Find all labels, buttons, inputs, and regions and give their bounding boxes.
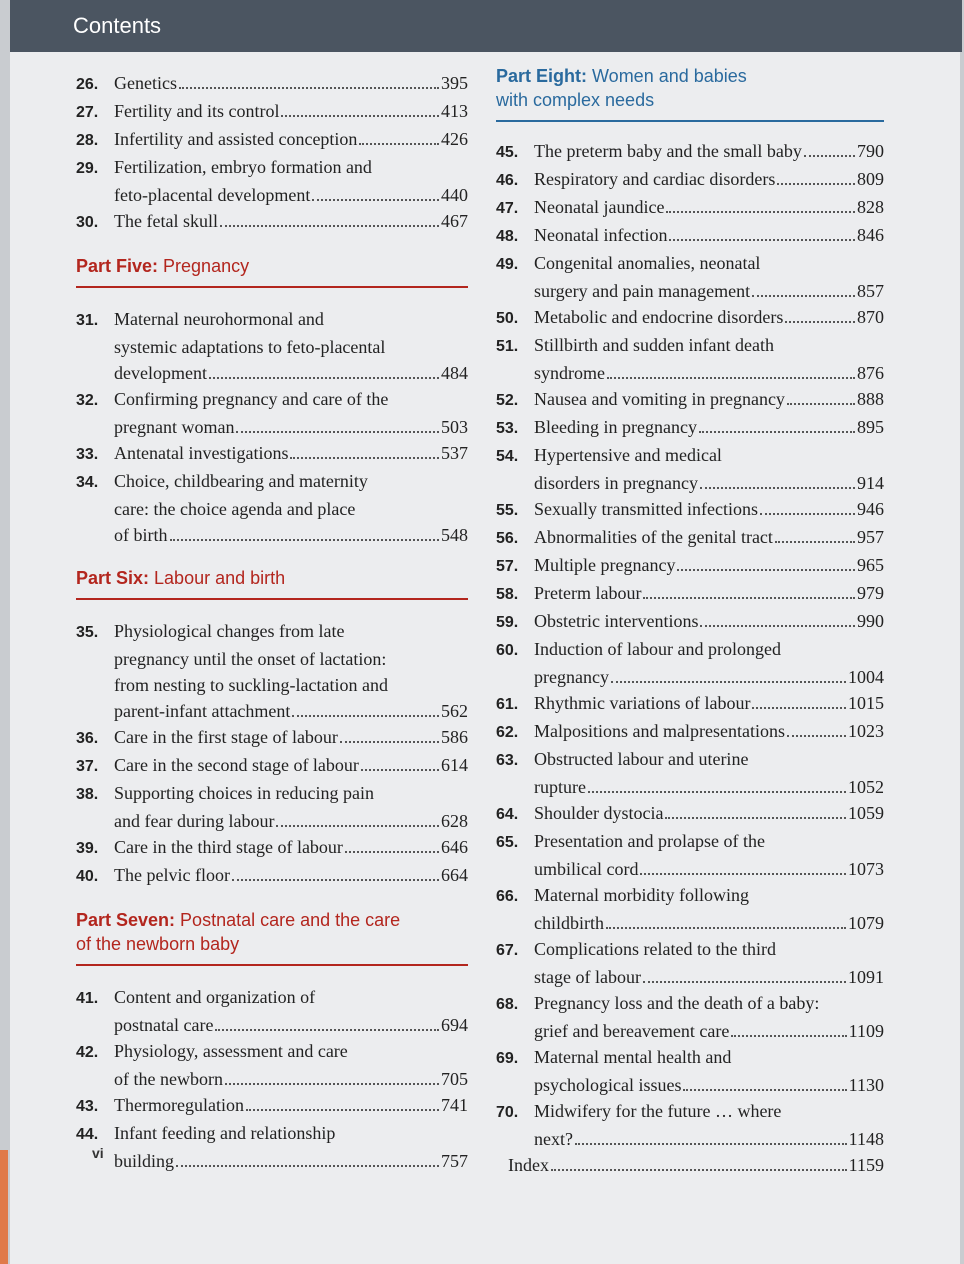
chapter-number: 55.: [496, 502, 519, 519]
chapter-title: postnatal care: [114, 1015, 214, 1035]
chapter-number: 61.: [496, 696, 519, 713]
chapter-title: The fetal skull: [114, 211, 218, 231]
page-ref: 965: [857, 555, 884, 575]
chapter-number: 50.: [496, 310, 519, 327]
toc-entry[interactable]: [496, 936, 884, 990]
chapter-title: Maternal morbidity following: [534, 885, 749, 905]
page-ref: 1091: [848, 967, 884, 987]
toc-entry[interactable]: [76, 752, 468, 780]
toc-entry[interactable]: [76, 306, 468, 386]
chapter-title: Rhythmic variations of labour: [534, 693, 751, 713]
page-ref: 395: [441, 73, 468, 93]
chapter-title: The pelvic floor: [114, 865, 230, 885]
chapter-number: 69.: [496, 1050, 519, 1067]
chapter-title: stage of labour: [534, 967, 641, 987]
toc-entry[interactable]: [76, 154, 468, 208]
chapter-title: Hypertensive and medical: [534, 445, 722, 465]
leader-dots: [785, 321, 855, 323]
leader-dots: [666, 211, 855, 213]
toc-entry[interactable]: [496, 166, 884, 194]
page-ref: 1130: [848, 1075, 884, 1095]
contents-column-right: [496, 64, 884, 1178]
toc-entry[interactable]: [496, 608, 884, 636]
leader-dots: [345, 851, 439, 853]
leader-dots: [312, 199, 439, 201]
chapter-number: 48.: [496, 228, 519, 245]
chapter-title: Congenital anomalies, neonatal: [534, 253, 761, 273]
chapter-title: feto-placental development: [114, 185, 311, 205]
page-ref: 888: [857, 389, 884, 409]
chapter-title: of birth: [114, 525, 168, 545]
chapter-title: Fertilization, embryo formation and: [114, 157, 372, 177]
chapter-number: 51.: [496, 338, 519, 355]
leader-dots: [804, 155, 855, 157]
chapter-title: next?: [534, 1129, 573, 1149]
chapter-number: 59.: [496, 614, 519, 631]
page-ref: 828: [857, 197, 884, 217]
part-label: Part Eight:: [496, 66, 588, 86]
index-entry[interactable]: [496, 1152, 884, 1178]
chapter-number: 35.: [76, 624, 99, 641]
toc-entry[interactable]: [496, 414, 884, 442]
leader-dots: [787, 403, 855, 405]
page-ref: 870: [857, 307, 884, 327]
leader-dots: [752, 295, 855, 297]
toc-entry[interactable]: [496, 828, 884, 882]
chapter-title: Complications related to the third: [534, 939, 776, 959]
chapter-title: surgery and pain management: [534, 281, 751, 301]
leader-dots: [236, 431, 439, 433]
chapter-number: 44.: [76, 1126, 99, 1143]
page-ref: 741: [441, 1095, 468, 1115]
toc-entry[interactable]: [496, 718, 884, 746]
leader-dots: [170, 539, 440, 541]
leader-dots: [246, 1109, 439, 1111]
toc-entry[interactable]: [496, 580, 884, 608]
part-rule: [76, 286, 468, 288]
chapter-title: Maternal mental health and: [534, 1047, 732, 1067]
part-label: Part Seven:: [76, 910, 176, 930]
chapter-number: 38.: [76, 786, 99, 803]
chapter-title: Respiratory and cardiac disorders: [534, 169, 776, 189]
toc-entry[interactable]: [76, 724, 468, 752]
leader-dots: [281, 115, 439, 117]
leader-dots: [606, 927, 846, 929]
part-title: Women and babies: [587, 66, 747, 86]
toc-entry[interactable]: [496, 552, 884, 580]
toc-entry[interactable]: [76, 1092, 468, 1120]
toc-entry[interactable]: [496, 332, 884, 386]
header-bar: [10, 0, 962, 52]
leader-dots: [225, 1083, 439, 1085]
chapter-title: Presentation and prolapse of the: [534, 831, 765, 851]
leader-dots: [731, 1035, 846, 1037]
chapter-title: Care in the first stage of labour: [114, 727, 338, 747]
toc-entry[interactable]: [496, 250, 884, 304]
toc-entry[interactable]: [76, 126, 468, 154]
chapter-number: 37.: [76, 758, 99, 775]
chapter-title: Neonatal infection: [534, 225, 668, 245]
page-ref: 1079: [848, 913, 884, 933]
page-ref: 1023: [848, 721, 884, 741]
chapter-title: pregnant woman: [114, 417, 235, 437]
part-title-cont: of the newborn baby: [76, 934, 240, 954]
chapter-number: 31.: [76, 312, 99, 329]
chapter-number: 58.: [496, 586, 519, 603]
leader-dots: [359, 143, 439, 145]
chapter-number: 45.: [496, 144, 519, 161]
toc-entry[interactable]: [76, 1120, 468, 1174]
toc-entry[interactable]: [496, 636, 884, 690]
chapter-title: disorders in pregnancy: [534, 473, 698, 493]
page-ref: 467: [441, 211, 468, 231]
chapter-title: psychological issues: [534, 1075, 682, 1095]
chapter-number: 62.: [496, 724, 519, 741]
page-edge: [0, 1150, 8, 1264]
leader-dots: [669, 239, 855, 241]
toc-entry[interactable]: [76, 862, 468, 890]
page-ref: 857: [857, 281, 884, 301]
toc-entry[interactable]: [496, 386, 884, 414]
page-ref: 694: [441, 1015, 468, 1035]
chapter-title: parent-infant attachment: [114, 701, 291, 721]
page-ref: 846: [857, 225, 884, 245]
part-title: Postnatal care and the care: [175, 910, 401, 930]
chapter-title: from nesting to suckling-lactation and: [114, 675, 388, 695]
toc-entry[interactable]: [76, 1038, 468, 1092]
chapter-number: 63.: [496, 752, 519, 769]
leader-dots: [215, 1029, 439, 1031]
toc-entry[interactable]: [76, 984, 468, 1038]
chapter-title: Bleeding in pregnancy: [534, 417, 697, 437]
leader-dots: [340, 741, 439, 743]
toc-entry[interactable]: [76, 98, 468, 126]
chapter-number: 56.: [496, 530, 519, 547]
part-title-cont: with complex needs: [496, 90, 655, 110]
chapter-number: 27.: [76, 104, 99, 121]
chapter-title: Metabolic and endocrine disorders: [534, 307, 784, 327]
chapter-number: 49.: [496, 256, 519, 273]
part-heading: [76, 254, 468, 288]
chapter-number: 33.: [76, 446, 99, 463]
chapter-number: 70.: [496, 1104, 519, 1121]
toc-entry[interactable]: [496, 746, 884, 800]
leader-dots: [643, 597, 855, 599]
chapter-title: Neonatal jaundice: [534, 197, 665, 217]
chapter-number: 52.: [496, 392, 519, 409]
chapter-title: Stillbirth and sudden infant death: [534, 335, 774, 355]
leader-dots: [777, 183, 855, 185]
page-ref: 503: [441, 417, 468, 437]
chapter-title: Sexually transmitted infections: [534, 499, 758, 519]
chapter-number: 67.: [496, 942, 519, 959]
part-heading: [76, 566, 468, 600]
chapter-title: Confirming pregnancy and care of the: [114, 389, 389, 409]
chapter-number: 41.: [76, 990, 99, 1007]
page-ref: 562: [441, 701, 468, 721]
leader-dots: [700, 487, 855, 489]
toc-entry[interactable]: [76, 618, 468, 724]
page-ref: 705: [441, 1069, 468, 1089]
leader-dots: [752, 707, 846, 709]
chapter-title: pregnancy: [534, 667, 609, 687]
leader-dots: [640, 873, 846, 875]
chapter-title: Preterm labour: [534, 583, 642, 603]
chapter-number: 57.: [496, 558, 519, 575]
page-ref: 1052: [848, 777, 884, 797]
toc-entry[interactable]: [76, 440, 468, 468]
part-label: Part Five:: [76, 256, 159, 276]
chapter-title: Choice, childbearing and maternity: [114, 471, 368, 491]
chapter-title: building: [114, 1151, 175, 1171]
leader-dots: [700, 625, 855, 627]
page-ref: 1059: [848, 803, 884, 823]
chapter-number: 43.: [76, 1098, 99, 1115]
chapter-title: Antenatal investigations: [114, 443, 289, 463]
chapter-title: rupture: [534, 777, 586, 797]
chapter-title: Induction of labour and prolonged: [534, 639, 781, 659]
chapter-number: 28.: [76, 132, 99, 149]
chapter-title: grief and bereavement care: [534, 1021, 730, 1041]
chapter-title: Fertility and its control: [114, 101, 280, 121]
part-rule: [76, 598, 468, 600]
page-number: vi: [92, 1145, 104, 1161]
chapter-number: 39.: [76, 840, 99, 857]
chapter-title: development: [114, 363, 207, 383]
chapter-title: pregnancy until the onset of lactation:: [114, 649, 387, 669]
chapter-title: Obstetric interventions: [534, 611, 699, 631]
page-ref: 1073: [848, 859, 884, 879]
chapter-title: The preterm baby and the small baby: [534, 141, 802, 161]
toc-entry[interactable]: [496, 990, 884, 1044]
chapter-number: 47.: [496, 200, 519, 217]
chapter-title: Abnormalities of the genital tract: [534, 527, 773, 547]
chapter-number: 60.: [496, 642, 519, 659]
leader-dots: [551, 1169, 847, 1171]
chapter-number: 40.: [76, 868, 99, 885]
toc-entry[interactable]: [496, 304, 884, 332]
toc-entry[interactable]: [496, 690, 884, 718]
chapter-title: Nausea and vomiting in pregnancy: [534, 389, 785, 409]
leader-dots: [760, 513, 855, 515]
toc-entry[interactable]: [76, 780, 468, 834]
leader-dots: [665, 817, 846, 819]
chapter-number: 42.: [76, 1044, 99, 1061]
chapter-number: 53.: [496, 420, 519, 437]
chapter-title: Physiological changes from late: [114, 621, 345, 641]
chapter-title: Physiology, assessment and care: [114, 1041, 348, 1061]
chapter-title: Maternal neurohormonal and: [114, 309, 324, 329]
chapter-title: Supporting choices in reducing pain: [114, 783, 374, 803]
page-ref: 484: [441, 363, 468, 383]
chapter-title: care: the choice agenda and place: [114, 499, 356, 519]
toc-entry[interactable]: [76, 386, 468, 440]
chapter-title: and fear during labour: [114, 811, 275, 831]
chapter-number: 66.: [496, 888, 519, 905]
page-ref: 586: [441, 727, 468, 747]
part-heading: [496, 64, 884, 122]
part-title: Pregnancy: [158, 256, 250, 276]
chapter-title: Obstructed labour and uterine: [534, 749, 749, 769]
chapter-title: syndrome: [534, 363, 605, 383]
toc-entry[interactable]: [76, 208, 468, 236]
chapter-number: 30.: [76, 214, 99, 231]
leader-dots: [276, 825, 439, 827]
toc-entry[interactable]: [76, 70, 468, 98]
page-ref: 548: [441, 525, 468, 545]
leader-dots: [643, 981, 846, 983]
toc-entry[interactable]: [76, 834, 468, 862]
toc-entry[interactable]: [496, 882, 884, 936]
leader-dots: [176, 1165, 439, 1167]
page-ref: 979: [857, 583, 884, 603]
chapter-number: 54.: [496, 448, 519, 465]
leader-dots: [361, 769, 439, 771]
chapter-number: 29.: [76, 160, 99, 177]
leader-dots: [588, 791, 846, 793]
toc-entry[interactable]: [496, 222, 884, 250]
index-label: Index: [508, 1155, 549, 1175]
leader-dots: [209, 377, 439, 379]
chapter-title: systemic adaptations to feto-placental: [114, 337, 386, 357]
leader-dots: [787, 735, 846, 737]
chapter-title: Multiple pregnancy: [534, 555, 676, 575]
chapter-title: Malpositions and malpresentations: [534, 721, 785, 741]
leader-dots: [677, 569, 855, 571]
contents-column-left: [76, 70, 468, 1174]
toc-entry[interactable]: [496, 194, 884, 222]
leader-dots: [179, 87, 439, 89]
chapter-title: Genetics: [114, 73, 177, 93]
leader-dots: [683, 1089, 846, 1091]
page-ref: 1015: [848, 693, 884, 713]
chapter-title: Infertility and assisted conception: [114, 129, 358, 149]
leader-dots: [775, 541, 855, 543]
page-ref: 914: [857, 473, 884, 493]
chapter-number: 65.: [496, 834, 519, 851]
toc-entry[interactable]: [496, 138, 884, 166]
page-ref: 628: [441, 811, 468, 831]
page-ref: 413: [441, 101, 468, 121]
toc-entry[interactable]: [496, 800, 884, 828]
chapter-title: Shoulder dystocia: [534, 803, 664, 823]
part-rule: [496, 120, 884, 122]
chapter-title: Care in the second stage of labour: [114, 755, 359, 775]
toc-entry[interactable]: [76, 468, 468, 548]
toc-entry[interactable]: [496, 442, 884, 496]
part-title: Labour and birth: [149, 568, 286, 588]
page-ref: 1004: [848, 667, 884, 687]
page-ref: 614: [441, 755, 468, 775]
page-ref: 646: [441, 837, 468, 857]
chapter-title: of the newborn: [114, 1069, 223, 1089]
toc-entry[interactable]: [496, 1098, 884, 1152]
chapter-number: 32.: [76, 392, 99, 409]
page-ref: 426: [441, 129, 468, 149]
page-ref: 1148: [848, 1129, 884, 1149]
toc-entry[interactable]: [496, 1044, 884, 1098]
part-heading: [76, 908, 468, 966]
page-ref: 946: [857, 499, 884, 519]
chapter-number: 64.: [496, 806, 519, 823]
page-ref: 1159: [848, 1155, 884, 1175]
page-title: Contents: [73, 13, 162, 38]
page-ref: 895: [857, 417, 884, 437]
leader-dots: [699, 431, 855, 433]
chapter-title: Midwifery for the future … where: [534, 1101, 782, 1121]
leader-dots: [232, 879, 439, 881]
leader-dots: [575, 1143, 847, 1145]
page-ref: 876: [857, 363, 884, 383]
chapter-number: 34.: [76, 474, 99, 491]
leader-dots: [290, 457, 439, 459]
part-rule: [76, 964, 468, 966]
chapter-number: 46.: [496, 172, 519, 189]
leader-dots: [607, 377, 855, 379]
page-ref: 990: [857, 611, 884, 631]
part-label: Part Six:: [76, 568, 150, 588]
leader-dots: [292, 715, 439, 717]
chapter-title: umbilical cord: [534, 859, 639, 879]
page-ref: 537: [441, 443, 468, 463]
page-ref: 440: [441, 185, 468, 205]
page-ref: 757: [441, 1151, 468, 1171]
chapter-title: Content and organization of: [114, 987, 316, 1007]
page-ref: 790: [857, 141, 884, 161]
chapter-title: childbirth: [534, 913, 604, 933]
chapter-number: 26.: [76, 76, 99, 93]
chapter-title: Pregnancy loss and the death of a baby:: [534, 993, 820, 1013]
page-ref: 664: [441, 865, 468, 885]
page-ref: 809: [857, 169, 884, 189]
page-ref: 1109: [848, 1021, 884, 1041]
leader-dots: [611, 681, 846, 683]
toc-entry[interactable]: [496, 496, 884, 524]
toc-entry[interactable]: [496, 524, 884, 552]
chapter-number: 36.: [76, 730, 99, 747]
chapter-title: Infant feeding and relationship: [114, 1123, 336, 1143]
chapter-title: Thermoregulation: [114, 1095, 244, 1115]
leader-dots: [220, 225, 439, 227]
chapter-number: 68.: [496, 996, 519, 1013]
chapter-title: Care in the third stage of labour: [114, 837, 343, 857]
page-ref: 957: [857, 527, 884, 547]
